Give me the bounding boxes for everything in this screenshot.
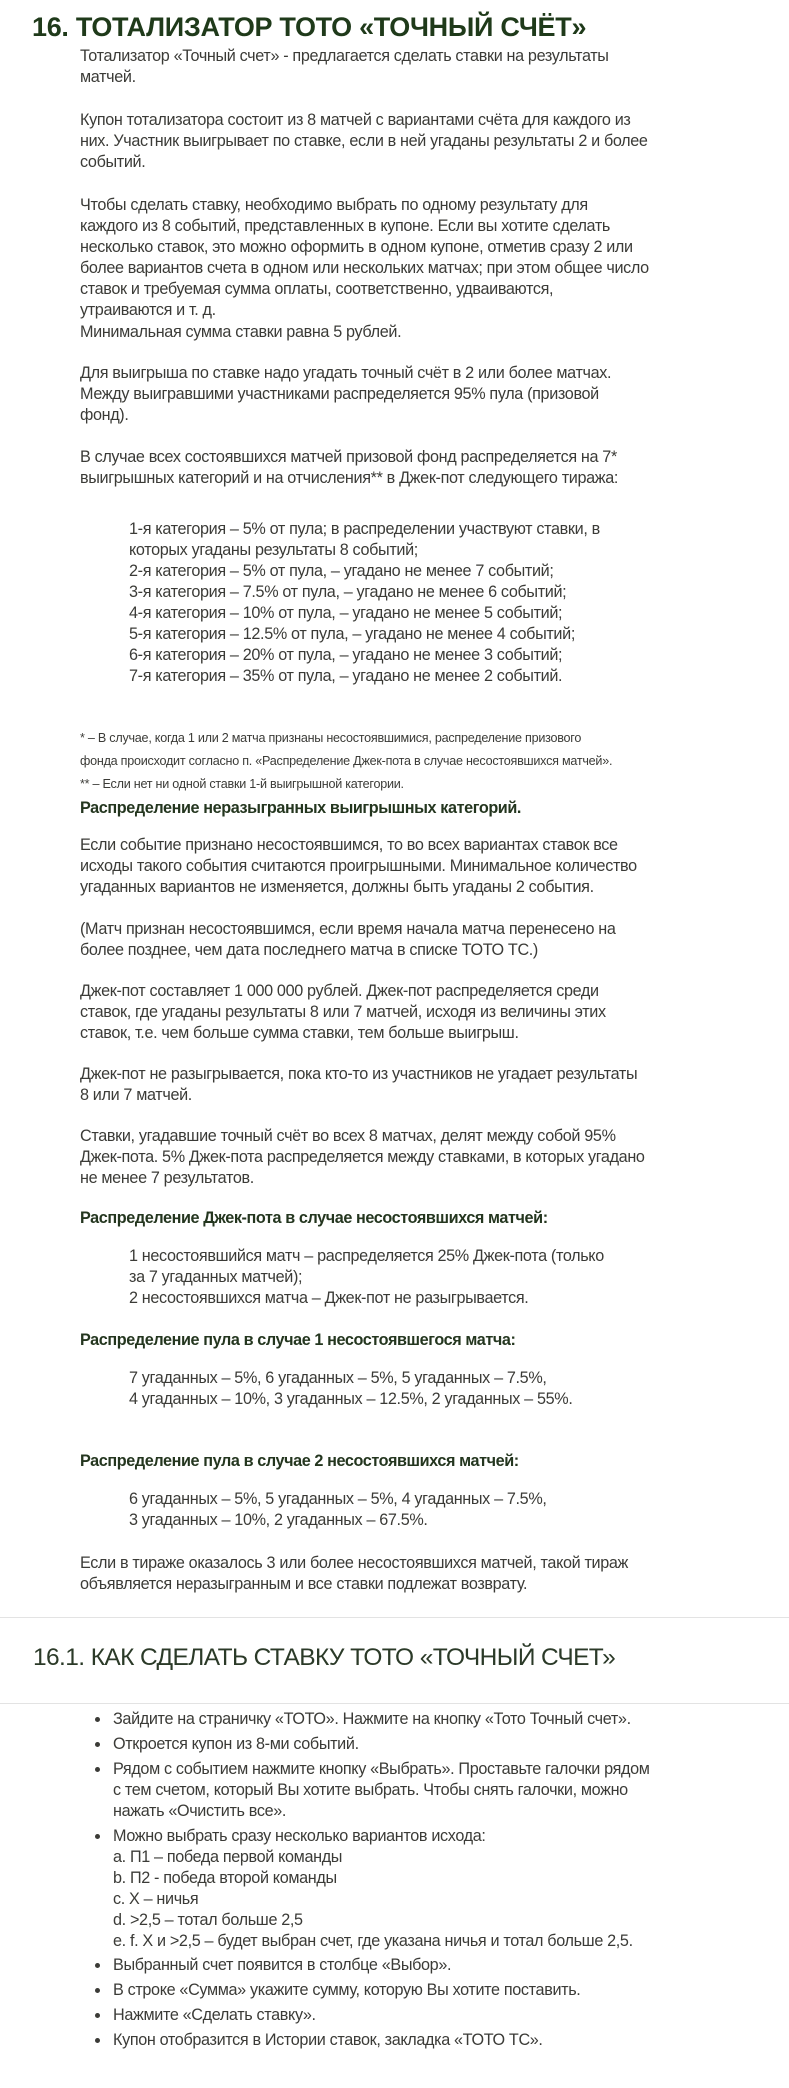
text-line: матчей.: [80, 68, 136, 86]
text-line: объявляется неразыгранным и все ставки подлежат возврату.: [80, 1575, 528, 1593]
step-3: [113, 1759, 753, 1822]
text-line: более позднее, чем дата последнего матча в списке ТОТО ТС.): [80, 941, 538, 959]
text-line: Если в тираже оказалось 3 или более несостоявшихся матчей, такой тираж: [80, 1554, 629, 1572]
text-line: (Матч признан несостоявшимся, если время начала матча перенесено на: [80, 920, 616, 938]
category-line: 1-я категория – 5% от пула; в распределении участвуют ставки, в: [129, 520, 600, 538]
text-line: ставок и требуемая сумма оплаты, соответственно, удваиваются,: [80, 280, 554, 298]
unplayed-categories-heading: Распределение неразыгранных выигрышных категорий.: [80, 799, 522, 817]
step-6: [113, 1980, 753, 2001]
text-line: утраиваются и т. д.: [80, 301, 216, 319]
step-7: [113, 2005, 753, 2026]
jackpot-distribution-heading: Распределение Джек-пота в случае несостоявшихся матчей:: [80, 1209, 548, 1227]
step-1: [113, 1709, 753, 1730]
paragraph-jackpot-not-played: [80, 1064, 740, 1106]
section-divider-bottom: [0, 1703, 789, 1704]
bullet-icon: [95, 1988, 100, 1993]
text-line: Купон тотализатора состоит из 8 матчей с вариантами счёта для каждого из: [80, 111, 631, 129]
text-line: 4 угаданных – 10%, 3 угаданных – 12.5%, 2 угаданных – 55%.: [129, 1390, 573, 1408]
pool-one-cancelled-heading: Распределение пула в случае 1 несостоявшегося матча:: [80, 1331, 516, 1349]
bullet-icon: [95, 1742, 100, 1747]
paragraph-prize-fund: [80, 447, 740, 489]
paragraph-jackpot-split: [80, 1126, 740, 1189]
text-line: угаданных вариантов не изменяется, должны быть угаданы 2 события.: [80, 878, 594, 896]
paragraph-min-stake: [80, 322, 740, 343]
text-line: 8 или 7 матчей.: [80, 1086, 192, 1104]
option-p2: b. П2 - победа второй команды: [113, 1869, 337, 1887]
text-line: Если событие признано несостоявшимся, то во всех вариантах ставок все: [80, 836, 618, 854]
footnote-line: фонда происходит согласно п. «Распределение Джек-пота в случае несостоявшихся матчей».: [80, 754, 613, 768]
text-line: Джек-пота. 5% Джек-пота распределяется между ставками, в которых угадано: [80, 1148, 645, 1166]
text-line: Джек-пот не разыгрывается, пока кто-то из участников не угадает результаты: [80, 1065, 638, 1083]
paragraph-intro: [80, 46, 740, 88]
text-line: Джек-пот составляет 1 000 000 рублей. Джек-пот распределяется среди: [80, 982, 599, 1000]
text-line: Минимальная сумма ставки равна 5 рублей.: [80, 323, 402, 341]
text-line: 1 несостоявшийся матч – распределяется 25% Джек-пота (только: [129, 1247, 604, 1265]
category-line: 6-я категория – 20% от пула, – угадано не менее 3 событий;: [129, 646, 563, 664]
text-line: исходы такого события считаются проигрышными. Минимальное количество: [80, 857, 637, 875]
category-line: 3-я категория – 7.5% от пула, – угадано не менее 6 событий;: [129, 583, 567, 601]
section-16-1-title: 16.1. КАК СДЕЛАТЬ СТАВКУ ТОТО «ТОЧНЫЙ СЧЕТ»: [33, 1644, 616, 1671]
paragraph-how-to-bet: [80, 195, 740, 321]
step-text: Откроется купон из 8-ми событий.: [113, 1735, 359, 1753]
text-line: Ставки, угадавшие точный счёт во всех 8 матчах, делят между собой 95%: [80, 1127, 616, 1145]
section-divider-top: [0, 1617, 789, 1618]
step-4: [113, 1826, 753, 1952]
paragraph-jackpot-amount: [80, 981, 740, 1044]
text-line: выигрышных категорий и на отчисления** в Джек-пот следующего тиража:: [80, 469, 619, 487]
text-line: Между выигравшими участниками распределяется 95% пула (призовой: [80, 385, 599, 403]
option-draw: c. Х – ничья: [113, 1890, 199, 1908]
text-line: них. Участник выигрывает по ставке, если в ней угаданы результаты 2 и более: [80, 132, 648, 150]
footnote-line: ** – Если нет ни одной ставки 1-й выигрышной категории.: [80, 777, 404, 791]
section-16-title: 16. ТОТАЛИЗАТОР ТОТО «ТОЧНЫЙ СЧЁТ»: [32, 12, 587, 42]
bullet-icon: [95, 1767, 100, 1772]
text-line: не менее 7 результатов.: [80, 1169, 254, 1187]
category-line: 7-я категория – 35% от пула, – угадано не менее 2 событий.: [129, 667, 563, 685]
text-line: более вариантов счета в одном или нескольких матчах; при этом общее число: [80, 259, 649, 277]
category-line: 5-я категория – 12.5% от пула, – угадано не менее 4 событий;: [129, 625, 575, 643]
text-line: В случае всех состоявшихся матчей призовой фонд распределяется на 7*: [80, 448, 617, 466]
category-line: 4-я категория – 10% от пула, – угадано не менее 5 событий;: [129, 604, 563, 622]
text-line: Для выигрыша по ставке надо угадать точный счёт в 2 или более матчах.: [80, 364, 612, 382]
text-line: Тотализатор «Точный счет» - предлагается сделать ставки на результаты: [80, 47, 609, 65]
text-line: 3 угаданных – 10%, 2 угаданных – 67.5%.: [129, 1511, 428, 1529]
pool-one-cancelled-list: [129, 1368, 729, 1410]
paragraph-three-cancelled: [80, 1553, 740, 1595]
text-line: ставок, т.е. чем больше сумма ставки, тем больше выигрыш.: [80, 1024, 519, 1042]
bullet-icon: [95, 2013, 100, 2018]
paragraph-cancelled-event: [80, 835, 740, 898]
text-line: событий.: [80, 153, 146, 171]
step-text: В строке «Сумма» укажите сумму, которую Вы хотите поставить.: [113, 1981, 581, 1999]
text-line: за 7 угаданных матчей);: [129, 1268, 303, 1286]
paragraph-cancelled-definition: [80, 919, 740, 961]
pool-two-cancelled-list: [129, 1489, 729, 1531]
text-line: фонд).: [80, 406, 129, 424]
text-line: 6 угаданных – 5%, 5 угаданных – 5%, 4 угаданных – 7.5%,: [129, 1490, 547, 1508]
text-line: несколько ставок, это можно оформить в одном купоне, отметив сразу 2 или: [80, 238, 633, 256]
category-line: которых угаданы результаты 8 событий;: [129, 541, 418, 559]
text-line: Чтобы сделать ставку, необходимо выбрать по одному результату для: [80, 196, 588, 214]
bullet-icon: [95, 1963, 100, 1968]
step-text: Купон отобразится в Истории ставок, закладка «ТОТО ТС».: [113, 2031, 543, 2049]
step-text: Нажмите «Сделать ставку».: [113, 2006, 316, 2024]
paragraph-coupon: [80, 110, 740, 173]
footnote-line: * – В случае, когда 1 или 2 матча признаны несостоявшимися, распределение призового: [80, 731, 582, 745]
bullet-icon: [95, 1717, 100, 1722]
step-8: [113, 2030, 753, 2051]
text-line: 2 несостоявшихся матча – Джек-пот не разыгрывается.: [129, 1289, 529, 1307]
step-text: с тем счетом, который Вы хотите выбрать. Чтобы снять галочки, можно: [113, 1781, 628, 1799]
step-text: Рядом с событием нажмите кнопку «Выбрать». Проставьте галочки рядом: [113, 1760, 650, 1778]
footnotes: [80, 727, 760, 796]
text-line: ставок, где угаданы результаты 8 или 7 матчей, исходя из величины этих: [80, 1003, 606, 1021]
category-line: 2-я категория – 5% от пула, – угадано не менее 7 событий;: [129, 562, 554, 580]
text-line: каждого из 8 событий, представленных в купоне. Если вы хотите сделать: [80, 217, 611, 235]
bullet-icon: [95, 1834, 100, 1839]
category-list: [129, 519, 729, 687]
text-line: 7 угаданных – 5%, 6 угаданных – 5%, 5 угаданных – 7.5%,: [129, 1369, 547, 1387]
step-text: нажать «Очистить все».: [113, 1802, 287, 1820]
pool-two-cancelled-heading: Распределение пула в случае 2 несостоявшихся матчей:: [80, 1452, 519, 1470]
step-text: Зайдите на страничку «ТОТО». Нажмите на кнопку «Тото Точный счет».: [113, 1710, 631, 1728]
step-text: Можно выбрать сразу несколько вариантов исхода:: [113, 1827, 486, 1845]
bullet-icon: [95, 2038, 100, 2043]
jackpot-distribution-list: [129, 1246, 729, 1309]
step-2: [113, 1734, 753, 1755]
option-total-over: d. >2,5 – тотал больше 2,5: [113, 1911, 303, 1929]
step-text: Выбранный счет появится в столбце «Выбор».: [113, 1956, 452, 1974]
option-draw-and-total: e. f. Х и >2,5 – будет выбран счет, где указана ничья и тотал больше 2,5.: [113, 1932, 633, 1950]
step-5: [113, 1955, 753, 1976]
paragraph-win-condition: [80, 363, 740, 426]
option-p1: a. П1 – победа первой команды: [113, 1848, 343, 1866]
